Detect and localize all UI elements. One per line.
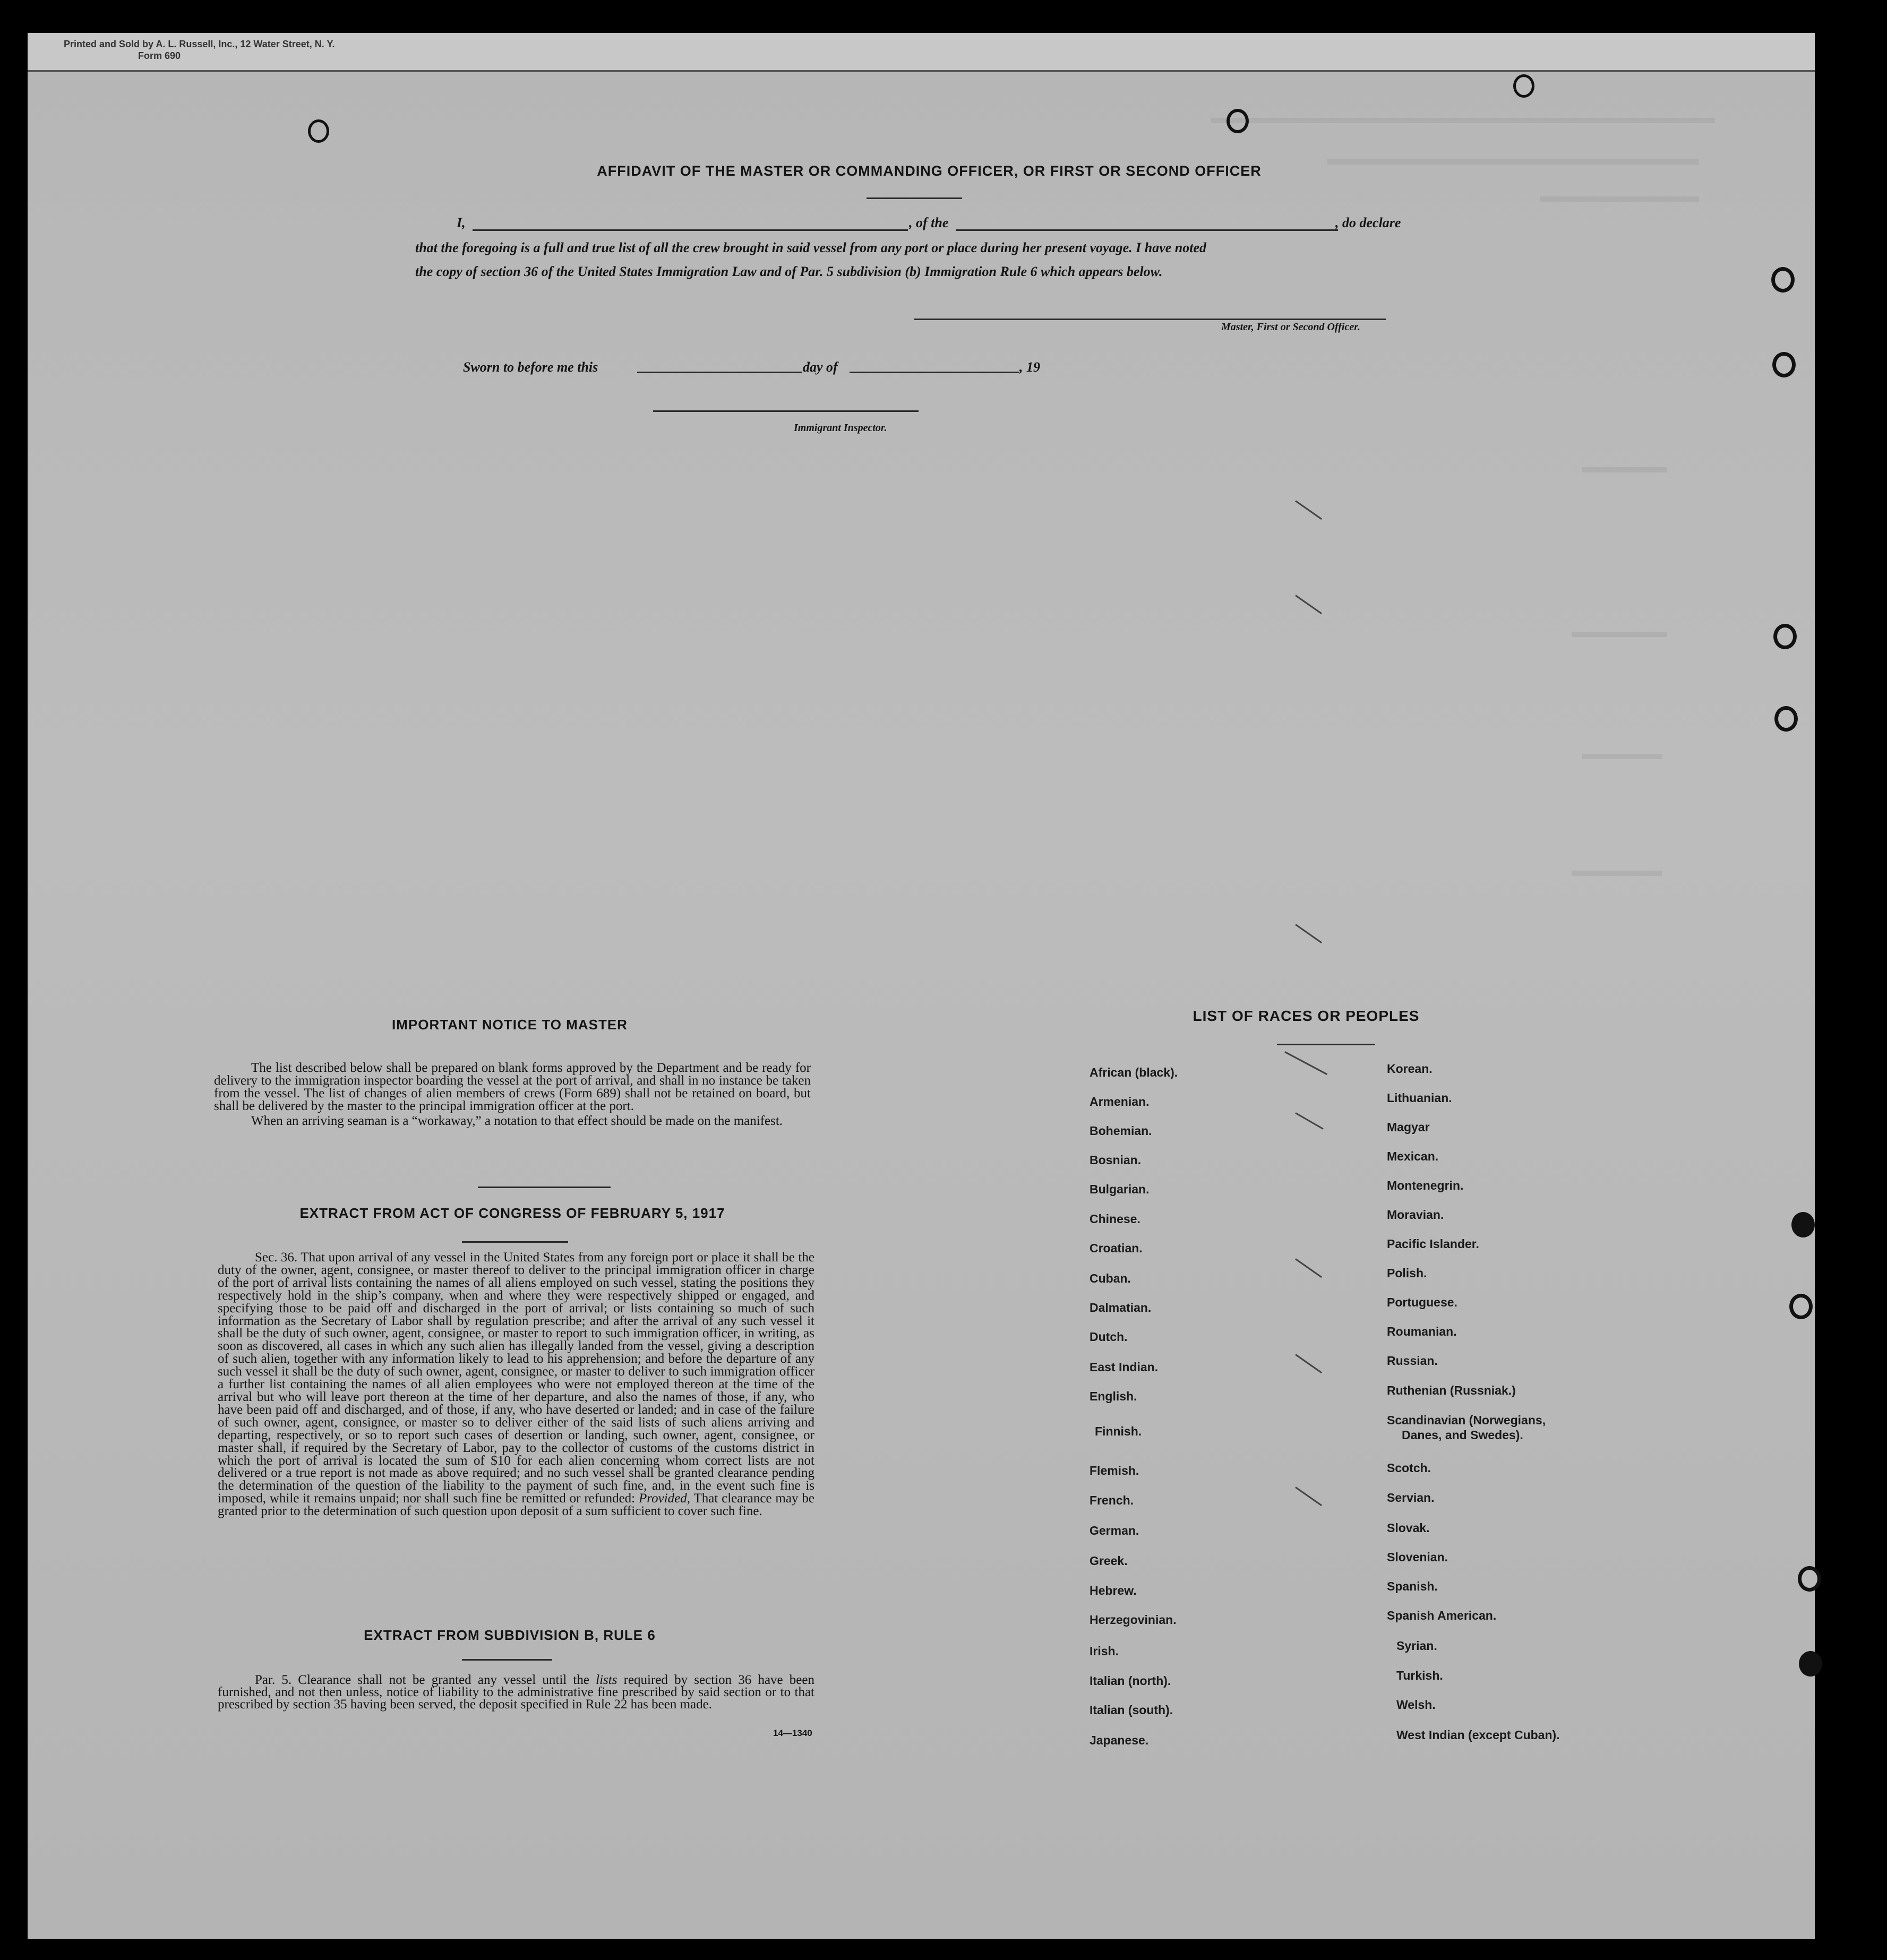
- affidavit-line2: that the foregoing is a full and true list of all the crew brought in said vessel from any port or place during her present voyage. I have noted: [415, 240, 1207, 255]
- affidavit-line1-mid: , of the: [909, 215, 949, 230]
- binder-hole-icon: [1772, 352, 1796, 377]
- race-item: Syrian.: [1396, 1639, 1437, 1653]
- punch-mark-icon: [308, 119, 329, 143]
- race-item: Magyar: [1387, 1120, 1430, 1134]
- vessel-blank[interactable]: [956, 229, 1338, 231]
- act-title: EXTRACT FROM ACT OF CONGRESS OF FEBRUARY 5, 1917: [299, 1205, 725, 1221]
- sworn-text: Sworn to before me this: [463, 359, 598, 375]
- race-item: German.: [1090, 1524, 1139, 1537]
- binder-hole-icon: [1774, 706, 1798, 732]
- printer-line: Printed and Sold by A. L. Russell, Inc., 12 Water Street, N. Y.: [64, 39, 335, 49]
- race-item: Spanish American.: [1387, 1609, 1497, 1622]
- race-item: Lithuanian.: [1387, 1091, 1452, 1105]
- provided-word: Provided,: [639, 1491, 690, 1506]
- signature-label: Master, First or Second Officer.: [1221, 321, 1360, 333]
- race-item: Scandinavian (Norwegians,: [1387, 1413, 1546, 1427]
- race-item: Irish.: [1090, 1644, 1119, 1658]
- rule6-title: EXTRACT FROM SUBDIVISION B, RULE 6: [364, 1627, 656, 1643]
- binder-hole-icon: [1791, 1212, 1815, 1237]
- binder-hole-icon: [1799, 1651, 1822, 1677]
- race-item: West Indian (except Cuban).: [1396, 1728, 1560, 1742]
- race-item: Servian.: [1387, 1491, 1435, 1505]
- race-item: Flemish.: [1090, 1464, 1139, 1477]
- inspector-label: Immigrant Inspector.: [794, 422, 887, 434]
- race-item: Croatian.: [1090, 1241, 1143, 1255]
- race-item: Welsh.: [1396, 1698, 1436, 1712]
- race-item: Greek.: [1090, 1554, 1128, 1568]
- race-item: Bulgarian.: [1090, 1182, 1150, 1196]
- sworn-year: , 19: [1019, 359, 1040, 375]
- race-item: Mexican.: [1387, 1149, 1439, 1163]
- form-code: 14—1340: [773, 1728, 812, 1738]
- race-item: Roumanian.: [1387, 1325, 1457, 1338]
- race-item: Finnish.: [1095, 1424, 1142, 1438]
- printer-imprint: [64, 38, 334, 62]
- section-text: That upon arrival of any vessel in the United States from any foreign port or place it shall be the duty of the owner, agent, consignee, or master thereof to deliver to the principal immigration officer in charge of the port of arrival lists containing the names of all aliens employed on such vessel, stating the positions they respectively hold in the ship’s company, when and where they were respectively shipped or engaged, and specifying those to be paid off and discharged in the port of arrival; or lists containing so much of such information as the Secretary of Labor shall by regulation prescribe; and after the arrival of any such vessel it shall be the duty of such owner, agent, consignee, or master to report to such immigration officer, in writing, as soon as discovered, all cases in which any such alien has illegally landed from the vessel, giving a description of such alien, together with any information likely to lead to his apprehension; and before the departure of any such vessel it shall be the duty of such owner, agent, consignee, or master to deliver to such immigration officer a further list containing the names of all alien employees who were not employed thereon at the time of the arrival but who will leave port thereon at the time of her departure, and also the names of those, if any, who have been paid off and discharged, and of those, if any, who have deserted or landed; and in case of the failure of such owner, agent, consignee, or master so to deliver either of the said lists of such aliens arriving and departing, respectively, or so to report such cases of desertion or landing, such owner, agent, consignee, or master shall, if required by the Secretary of Labor, pay to the collector of customs of the customs district in which the port of arrival is located the sum of $10 for each alien concerning whom correct lists are not delivered or a true report is not made as above required; and no such vessel shall be granted clearance pending the determination of the question of the liability to the payment of such fine, and, in the event such fine is imposed, while it remains unpaid; nor shall such fine be remitted or refunded:: [218, 1250, 814, 1506]
- inspector-signature-line[interactable]: [653, 410, 919, 412]
- affidavit-title: AFFIDAVIT OF THE MASTER OR COMMANDING OFFICER, OR FIRST OR SECOND OFFICER: [597, 163, 1262, 179]
- race-item: Italian (north).: [1090, 1674, 1171, 1688]
- binder-hole-icon: [1771, 267, 1795, 293]
- punch-mark-icon: [1226, 109, 1249, 133]
- notice-paragraph: The list described below shall be prepared on blank forms approved by the Department and be ready for delivery to the immigration inspector boarding the vessel at the port of arrival, and shall in no instance be taken from the vessel. The list of changes of alien members of crews (Form 689) shall not be retained on board, but shall be delivered by the master to the principal immigration officer at the port.: [214, 1061, 811, 1113]
- race-item: Moravian.: [1387, 1208, 1444, 1222]
- rule6-text: Par. 5. Clearance shall not be granted any vessel until the lists required by section 36 have been furnished, and not then unless, notice of liability to the administrative fine prescribed by said section or to that prescribed by section 35 having been served, the deposit specified in Rule 22 has been made.: [218, 1673, 815, 1712]
- affidavit-line1-start: I,: [457, 215, 466, 230]
- sworn-day-blank[interactable]: [637, 372, 802, 373]
- sworn-day-of: day of: [803, 359, 838, 375]
- race-item: Danes, and Swedes).: [1402, 1428, 1523, 1442]
- race-item: Pacific Islander.: [1387, 1237, 1479, 1251]
- race-item: Polish.: [1387, 1266, 1427, 1280]
- race-item: English.: [1090, 1389, 1137, 1403]
- section-text-end: That clearance may be granted prior to the determination of such question upon deposit of a sum sufficient to cover such fine.: [218, 1491, 814, 1519]
- act-section-36: [218, 1251, 814, 1518]
- race-item: Turkish.: [1396, 1669, 1443, 1682]
- name-blank[interactable]: [473, 229, 908, 231]
- races-title: LIST OF RACES OR PEOPLES: [1193, 1008, 1420, 1024]
- race-item: Dalmatian.: [1090, 1301, 1152, 1314]
- notice-body: [214, 1062, 811, 1128]
- race-item: Dutch.: [1090, 1330, 1128, 1344]
- race-item: East Indian.: [1090, 1360, 1159, 1374]
- sworn-month-blank[interactable]: [850, 372, 1019, 373]
- race-item: Scotch.: [1387, 1461, 1431, 1475]
- master-signature-line[interactable]: [914, 319, 1386, 320]
- notice-title: IMPORTANT NOTICE TO MASTER: [392, 1017, 628, 1033]
- race-item: Cuban.: [1090, 1271, 1131, 1285]
- affidavit-line1-end: , do declare: [1335, 215, 1401, 230]
- race-item: Slovenian.: [1387, 1550, 1448, 1564]
- race-item: Italian (south).: [1090, 1703, 1173, 1717]
- race-item: Herzegovinian.: [1090, 1613, 1177, 1627]
- race-item: Japanese.: [1090, 1733, 1149, 1747]
- race-item: Bohemian.: [1090, 1124, 1152, 1138]
- affidavit-line3: the copy of section 36 of the United States Immigration Law and of Par. 5 subdivision (b) Immigration Rule 6 which appears below.: [415, 264, 1163, 279]
- form-number: Form 690: [138, 50, 181, 61]
- race-item: Montenegrin.: [1387, 1179, 1464, 1192]
- race-item: Russian.: [1387, 1354, 1438, 1368]
- race-item: Korean.: [1387, 1062, 1433, 1076]
- race-item: French.: [1090, 1493, 1134, 1507]
- race-item: Bosnian.: [1090, 1153, 1142, 1167]
- race-item: Slovak.: [1387, 1521, 1430, 1535]
- race-item: Portuguese.: [1387, 1295, 1457, 1309]
- race-item: African (black).: [1090, 1065, 1178, 1079]
- race-item: Armenian.: [1090, 1095, 1150, 1108]
- binder-hole-icon: [1773, 624, 1797, 649]
- punch-mark-icon: [1513, 74, 1534, 98]
- race-item: Spanish.: [1387, 1579, 1438, 1593]
- section-label: Sec. 36.: [255, 1250, 298, 1265]
- race-item: Ruthenian (Russniak.): [1387, 1383, 1516, 1397]
- binder-hole-icon: [1798, 1566, 1821, 1592]
- binder-hole-icon: [1789, 1294, 1813, 1319]
- race-item: Chinese.: [1090, 1212, 1140, 1226]
- notice-paragraph: When an arriving seaman is a “workaway,” a notation to that effect should be made on the manifest.: [251, 1114, 783, 1128]
- race-item: Hebrew.: [1090, 1584, 1137, 1597]
